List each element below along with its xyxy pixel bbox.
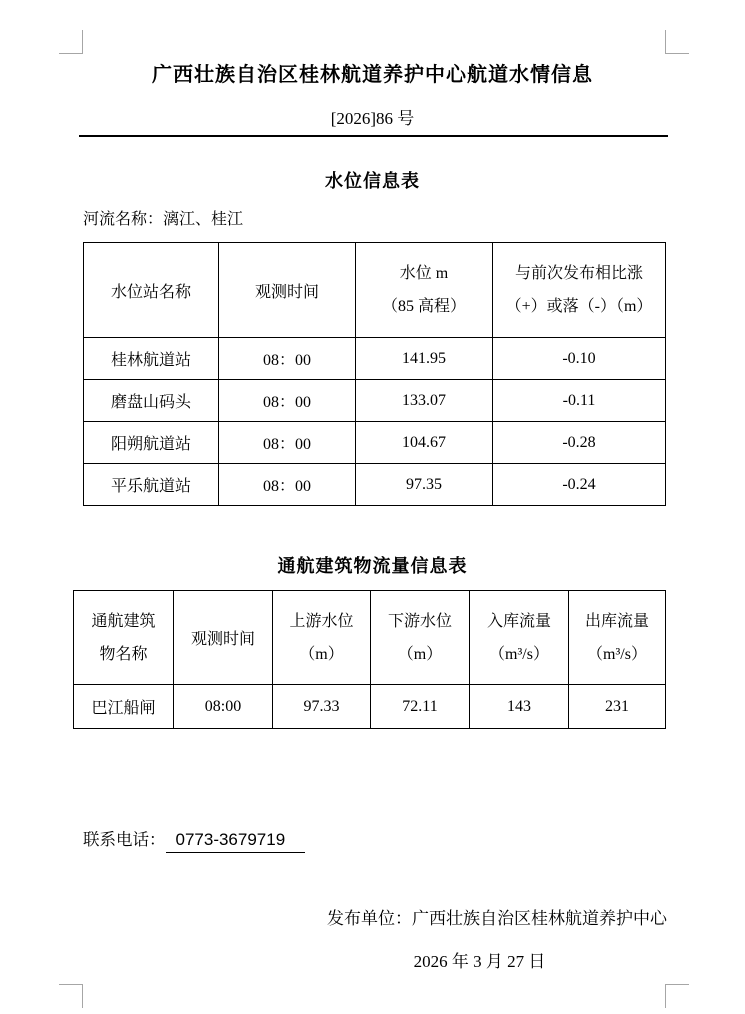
change-cell: -0.28 — [493, 422, 666, 464]
column-header-station: 水位站名称 — [84, 243, 219, 338]
downstream-level-cell: 72.11 — [371, 685, 470, 729]
table-row — [74, 685, 666, 729]
outflow-cell: 231 — [569, 685, 666, 729]
column-header-obs-time: 观测时间 — [174, 591, 273, 685]
column-header-upstream-level — [273, 591, 371, 685]
column-header-water-level — [356, 243, 493, 338]
publish-date: 2026 年 3 月 27 日 — [413, 952, 546, 971]
publisher-line: 发布单位：广西壮族自治区桂林航道养护中心 — [327, 909, 667, 928]
level-cell: 141.95 — [356, 338, 493, 380]
time-cell: 08：00 — [219, 464, 356, 506]
upstream-level-cell: 97.33 — [273, 685, 371, 729]
column-header-outflow-line1: 出库流量 — [584, 612, 649, 630]
column-header-inflow — [470, 591, 569, 685]
station-cell: 阳朔航道站 — [84, 422, 219, 464]
column-header-structure-name-line1: 通航建筑 — [91, 612, 156, 630]
crop-mark-top-left — [59, 30, 83, 54]
station-cell: 平乐航道站 — [84, 464, 219, 506]
water-level-header-row — [84, 243, 666, 338]
column-header-inflow-line2: （m³/s） — [489, 645, 549, 663]
column-header-water-level-line1: 水位 m — [399, 265, 449, 282]
flow-table-header-row — [74, 591, 666, 685]
column-header-upstream-line2: （m） — [299, 645, 344, 663]
river-name-label: 河流名称：漓江、桂江 — [83, 211, 244, 228]
table-row — [84, 422, 666, 464]
column-header-outflow — [569, 591, 666, 685]
table-row — [84, 464, 666, 506]
change-cell: -0.10 — [493, 338, 666, 380]
table-row — [84, 338, 666, 380]
header-divider-line — [79, 135, 668, 137]
level-cell: 104.67 — [356, 422, 493, 464]
table-row — [84, 380, 666, 422]
column-header-downstream-line1: 下游水位 — [387, 612, 452, 630]
navigation-structure-flow-table — [73, 590, 666, 729]
column-header-upstream-line1: 上游水位 — [289, 612, 354, 630]
contact-line — [83, 826, 305, 853]
column-header-change-line2: （+）或落（-）（m） — [505, 298, 653, 315]
crop-mark-bottom-left — [59, 984, 83, 1008]
crop-mark-top-right — [665, 30, 689, 54]
column-header-outflow-line2: （m³/s） — [587, 645, 647, 663]
column-header-structure-name — [74, 591, 174, 685]
document-title: 广西壮族自治区桂林航道养护中心航道水情信息 — [152, 64, 593, 86]
column-header-downstream-level — [371, 591, 470, 685]
level-cell: 97.35 — [356, 464, 493, 506]
station-cell: 磨盘山码头 — [84, 380, 219, 422]
structure-name-cell: 巴江船闸 — [74, 685, 174, 729]
crop-mark-bottom-right — [665, 984, 689, 1008]
column-header-downstream-line2: （m） — [397, 645, 443, 663]
station-cell: 桂林航道站 — [84, 338, 219, 380]
time-cell: 08：00 — [219, 338, 356, 380]
column-header-water-level-line2: （85 高程） — [381, 298, 466, 315]
change-cell: -0.24 — [493, 464, 666, 506]
time-cell: 08：00 — [219, 380, 356, 422]
water-level-table — [83, 242, 666, 506]
flow-section-title: 通航建筑物流量信息表 — [277, 556, 468, 576]
water-level-section-title: 水位信息表 — [325, 171, 420, 191]
contact-label: 联系电话： — [83, 830, 166, 849]
inflow-cell: 143 — [470, 685, 569, 729]
change-cell: -0.11 — [493, 380, 666, 422]
column-header-change-line1: 与前次发布相比涨 — [514, 265, 643, 282]
time-cell: 08：00 — [219, 422, 356, 464]
column-header-inflow-line1: 入库流量 — [486, 612, 551, 630]
column-header-obs-time: 观测时间 — [219, 243, 356, 338]
column-header-structure-name-line2: 物名称 — [99, 645, 148, 663]
time-cell: 08:00 — [174, 685, 273, 729]
document-number: [2026]86 号 — [330, 109, 415, 128]
level-cell: 133.07 — [356, 380, 493, 422]
column-header-change — [493, 243, 666, 338]
contact-phone-number: 0773-3679719 — [166, 830, 306, 853]
